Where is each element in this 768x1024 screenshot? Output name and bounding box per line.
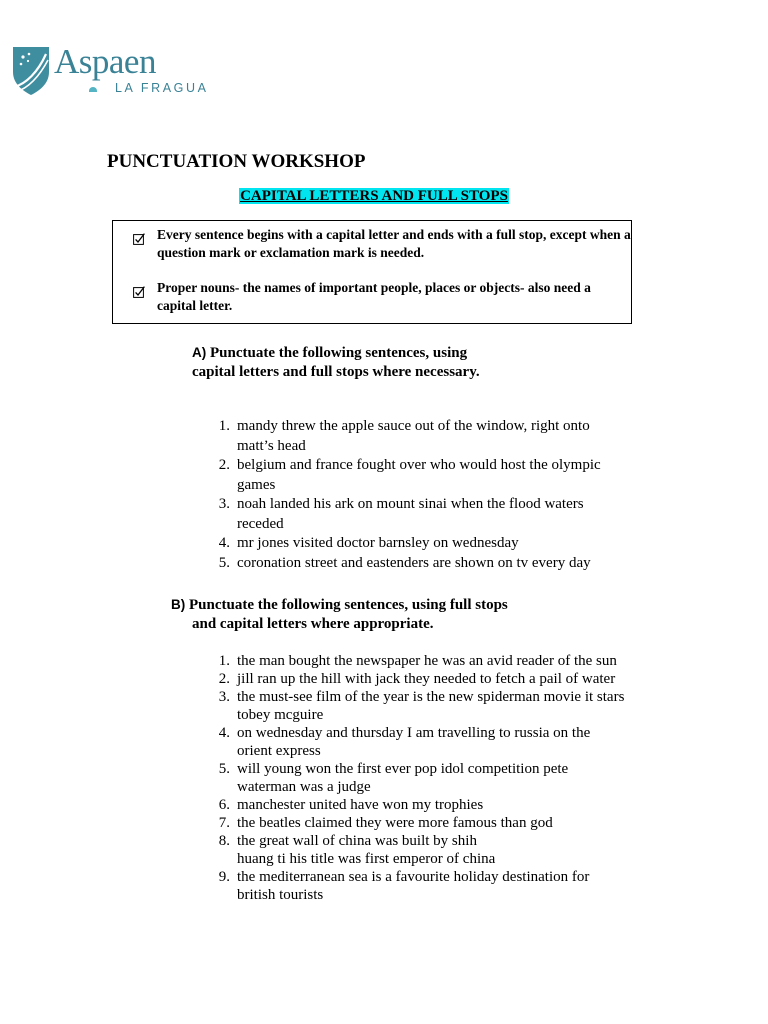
item-text: manchester united have won my trophies: [237, 797, 484, 813]
item-text-cont: orient express: [237, 743, 321, 759]
item-text: mandy threw the apple sauce out of the window, right onto: [237, 418, 590, 434]
section-a-line2: capital letters and full stops where necessary.: [192, 364, 480, 380]
rules-box: [112, 220, 632, 324]
item-text: the man bought the newspaper he was an avid reader of the sun: [237, 653, 617, 669]
logo-dot: [89, 87, 97, 92]
item-text: coronation street and eastenders are shown on tv every day: [237, 554, 591, 571]
item-number: 5.: [218, 761, 230, 777]
list-item: [210, 724, 624, 760]
list-item: [210, 670, 624, 688]
item-text: the beatles claimed they were more famous than god: [237, 815, 553, 831]
list-item: [210, 534, 601, 554]
item-text: on wednesday and thursday I am travelling to russia on the: [237, 725, 591, 741]
rule-text: Every sentence begins with a capital letter and ends with a full stop, except when a question mark or exclamation mark is needed.: [157, 227, 631, 260]
list-item: [210, 814, 624, 832]
item-text: the must-see film of the year is the new spiderman movie it stars: [237, 689, 625, 705]
list-item: [210, 652, 624, 670]
list-item: [210, 796, 624, 814]
checkbox-icon: [133, 286, 145, 298]
section-b-list: [210, 652, 624, 904]
section-a-instruction: [192, 343, 480, 382]
item-text: noah landed his ark on mount sinai when the flood waters: [237, 496, 584, 512]
item-number: 1.: [218, 653, 230, 669]
item-number: 5.: [218, 554, 230, 571]
item-text-cont: tobey mcguire: [237, 707, 324, 723]
section-a-list: [210, 417, 601, 573]
list-item: [210, 832, 624, 868]
section-b-letter: B): [171, 597, 186, 612]
item-text-cont: british tourists: [237, 887, 324, 903]
logo: [12, 42, 242, 98]
item-text: belgium and france fought over who would host the olympic: [237, 457, 601, 473]
list-item: [210, 495, 601, 534]
item-number: 9.: [218, 869, 230, 885]
item-number: 4.: [218, 535, 230, 551]
list-item: [210, 868, 624, 904]
item-text-cont: games: [237, 476, 276, 493]
item-number: 2.: [218, 671, 230, 687]
item-text-cont: waterman was a judge: [237, 779, 371, 795]
item-number: 7.: [218, 815, 230, 831]
section-a-instruction-text: Punctuate the following sentences, using: [210, 345, 468, 361]
section-b-instruction-text: Punctuate the following sentences, using full stops: [189, 597, 508, 613]
item-number: 4.: [218, 725, 230, 741]
logo-wordmark: Aspaen: [54, 42, 156, 81]
section-a-line1: [192, 343, 480, 363]
page-subtitle: [0, 186, 748, 205]
section-b-line2: and capital letters where appropriate.: [192, 616, 434, 632]
item-text-cont: matt’s head: [237, 437, 306, 454]
item-number: 2.: [218, 457, 230, 473]
page-subtitle-text: CAPITAL LETTERS AND FULL STOPS: [240, 188, 508, 204]
list-item: [210, 688, 624, 724]
list-item: [210, 760, 624, 796]
item-number: 3.: [218, 496, 230, 512]
list-item: [210, 554, 601, 574]
list-item: [210, 456, 601, 495]
logo-subtitle: LA FRAGUA: [115, 81, 209, 95]
shield-logo-icon: [12, 46, 50, 96]
item-text: will young won the first ever pop idol competition pete: [237, 761, 569, 777]
rule-text: Proper nouns- the names of important people, places or objects- also need a capital letter.: [157, 280, 591, 313]
item-text: mr jones visited doctor barnsley on wednesday: [237, 535, 519, 551]
section-b-instruction: [171, 595, 508, 634]
item-text: jill ran up the hill with jack they needed to fetch a pail of water: [237, 671, 616, 687]
item-text-cont: receded: [237, 515, 284, 532]
page-title: PUNCTUATION WORKSHOP: [107, 151, 366, 172]
item-text-cont: huang ti his title was first emperor of china: [237, 851, 496, 867]
section-a-letter: A): [192, 345, 207, 360]
checkbox-icon: [133, 233, 145, 245]
item-text: the mediterranean sea is a favourite holiday destination for: [237, 869, 590, 885]
item-number: 3.: [218, 689, 230, 705]
item-text: the great wall of china was built by shih: [237, 833, 477, 849]
item-number: 8.: [218, 833, 230, 849]
item-number: 6.: [218, 797, 230, 813]
section-b-line1: [171, 595, 508, 615]
item-number: 1.: [218, 418, 230, 434]
list-item: [210, 417, 601, 456]
